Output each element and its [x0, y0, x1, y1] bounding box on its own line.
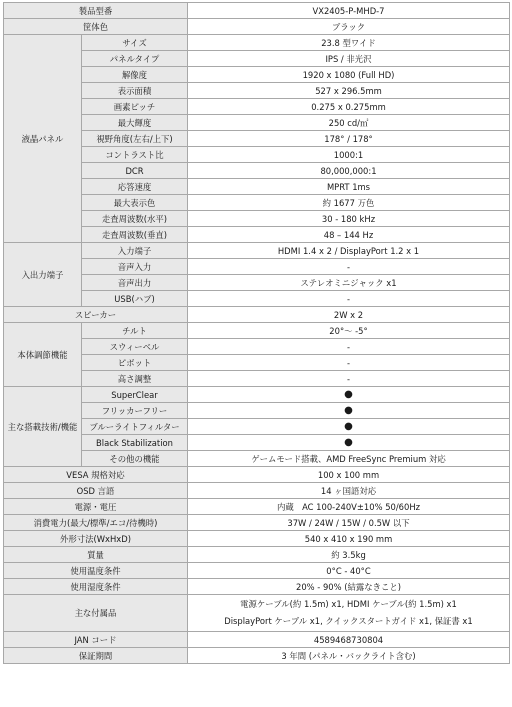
label-superclear: SuperClear — [82, 387, 188, 403]
table-row — [4, 579, 510, 595]
label-tilt: チルト — [82, 323, 188, 339]
value-usb-hub: - — [188, 291, 510, 307]
value-tilt: 20°～ -5° — [188, 323, 510, 339]
label-speaker: スピーカー — [4, 307, 188, 323]
value-panel-type: IPS / 非光沢 — [188, 51, 510, 67]
table-row — [4, 3, 510, 19]
table-row — [4, 499, 510, 515]
label-h-freq: 走査周波数(水平) — [82, 211, 188, 227]
label-jan-code: JAN コード — [4, 632, 188, 648]
value-accessories — [188, 595, 510, 632]
label-brightness: 最大輝度 — [82, 115, 188, 131]
label-height-adjust: 高さ調整 — [82, 371, 188, 387]
value-v-freq: 48 – 144 Hz — [188, 227, 510, 243]
value-speaker: 2W x 2 — [188, 307, 510, 323]
label-viewing-angle: 視野角度(左右/上下) — [82, 131, 188, 147]
value-power-voltage: 内蔵 AC 100-240V±10% 50/60Hz — [188, 499, 510, 515]
table-row — [4, 632, 510, 648]
value-operating-humidity: 20% - 90% (結露なきこと) — [188, 579, 510, 595]
value-response-time: MPRT 1ms — [188, 179, 510, 195]
group-io-ports: 入出力端子 — [4, 243, 82, 307]
table-row — [4, 648, 510, 664]
label-vesa: VESA 規格対応 — [4, 467, 188, 483]
table-row — [4, 19, 510, 35]
value-power-consumption: 37W / 24W / 15W / 0.5W 以下 — [188, 515, 510, 531]
value-warranty: 3 年間 (パネル・バックライト含む) — [188, 648, 510, 664]
value-operating-temp: 0°C - 40°C — [188, 563, 510, 579]
value-resolution: 1920 x 1080 (Full HD) — [188, 67, 510, 83]
label-model: 製品型番 — [4, 3, 188, 19]
label-dcr: DCR — [82, 163, 188, 179]
label-operating-temp: 使用温度条件 — [4, 563, 188, 579]
label-panel-type: パネルタイプ — [82, 51, 188, 67]
group-stand: 本体調節機能 — [4, 323, 82, 387]
label-weight: 質量 — [4, 547, 188, 563]
value-blue-light: ● — [188, 419, 510, 435]
label-response-time: 応答速度 — [82, 179, 188, 195]
table-row — [4, 563, 510, 579]
table-row — [4, 515, 510, 531]
label-swivel: スウィーベル — [82, 339, 188, 355]
label-resolution: 解像度 — [82, 67, 188, 83]
label-operating-humidity: 使用湿度条件 — [4, 579, 188, 595]
label-audio-in: 音声入力 — [82, 259, 188, 275]
table-row — [4, 307, 510, 323]
accessories-line-1: 電源ケーブル(約 1.5m) x1, HDMI ケーブル(約 1.5m) x1 — [240, 599, 457, 609]
spec-table — [3, 2, 510, 664]
accessories-line-2: DisplayPort ケーブル x1, クイックスタートガイド x1, 保証書 x1 — [224, 616, 473, 626]
label-display-area: 表示面積 — [82, 83, 188, 99]
value-black-stabilization: ● — [188, 435, 510, 451]
group-tech: 主な搭載技術/機能 — [4, 387, 82, 467]
value-display-area: 527 x 296.5mm — [188, 83, 510, 99]
value-color: ブラック — [188, 19, 510, 35]
value-dimensions: 540 x 410 x 190 mm — [188, 531, 510, 547]
value-contrast: 1000:1 — [188, 147, 510, 163]
label-color: 筐体色 — [4, 19, 188, 35]
value-vesa: 100 x 100 mm — [188, 467, 510, 483]
value-osd-language: 14 ヶ国語対応 — [188, 483, 510, 499]
table-row — [4, 323, 510, 339]
value-viewing-angle: 178° / 178° — [188, 131, 510, 147]
label-other-features: その他の機能 — [82, 451, 188, 467]
label-blue-light: ブルーライトフィルター — [82, 419, 188, 435]
label-size: サイズ — [82, 35, 188, 51]
table-row — [4, 595, 510, 632]
label-black-stabilization: Black Stabilization — [82, 435, 188, 451]
value-flicker-free: ● — [188, 403, 510, 419]
label-osd-language: OSD 言語 — [4, 483, 188, 499]
label-flicker-free: フリッカーフリー — [82, 403, 188, 419]
label-max-colors: 最大表示色 — [82, 195, 188, 211]
label-usb-hub: USB(ハブ) — [82, 291, 188, 307]
value-input-ports: HDMI 1.4 x 2 / DisplayPort 1.2 x 1 — [188, 243, 510, 259]
value-jan-code: 4589468730804 — [188, 632, 510, 648]
value-height-adjust: - — [188, 371, 510, 387]
table-row — [4, 483, 510, 499]
value-swivel: - — [188, 339, 510, 355]
table-row — [4, 35, 510, 51]
label-dimensions: 外形寸法(WxHxD) — [4, 531, 188, 547]
table-row — [4, 387, 510, 403]
value-model: VX2405-P-MHD-7 — [188, 3, 510, 19]
value-pixel-pitch: 0.275 x 0.275mm — [188, 99, 510, 115]
value-other-features: ゲームモード搭載、AMD FreeSync Premium 対応 — [188, 451, 510, 467]
value-max-colors: 約 1677 万色 — [188, 195, 510, 211]
value-superclear: ● — [188, 387, 510, 403]
value-audio-in: - — [188, 259, 510, 275]
value-h-freq: 30 - 180 kHz — [188, 211, 510, 227]
value-size: 23.8 型ワイド — [188, 35, 510, 51]
label-pixel-pitch: 画素ピッチ — [82, 99, 188, 115]
label-accessories: 主な付属品 — [4, 595, 188, 632]
label-power-voltage: 電源・電圧 — [4, 499, 188, 515]
label-audio-out: 音声出力 — [82, 275, 188, 291]
table-row — [4, 243, 510, 259]
value-weight: 約 3.5kg — [188, 547, 510, 563]
label-contrast: コントラスト比 — [82, 147, 188, 163]
label-warranty: 保証期間 — [4, 648, 188, 664]
value-pivot: - — [188, 355, 510, 371]
label-input-ports: 入力端子 — [82, 243, 188, 259]
label-power-consumption: 消費電力(最大/標準/エコ/待機時) — [4, 515, 188, 531]
table-row — [4, 547, 510, 563]
value-audio-out: ステレオミニジャック x1 — [188, 275, 510, 291]
label-pivot: ピボット — [82, 355, 188, 371]
table-row — [4, 467, 510, 483]
value-dcr: 80,000,000:1 — [188, 163, 510, 179]
table-row — [4, 531, 510, 547]
group-lcd-panel: 液晶パネル — [4, 35, 82, 243]
value-brightness: 250 cd/㎡ — [188, 115, 510, 131]
label-v-freq: 走査周波数(垂直) — [82, 227, 188, 243]
